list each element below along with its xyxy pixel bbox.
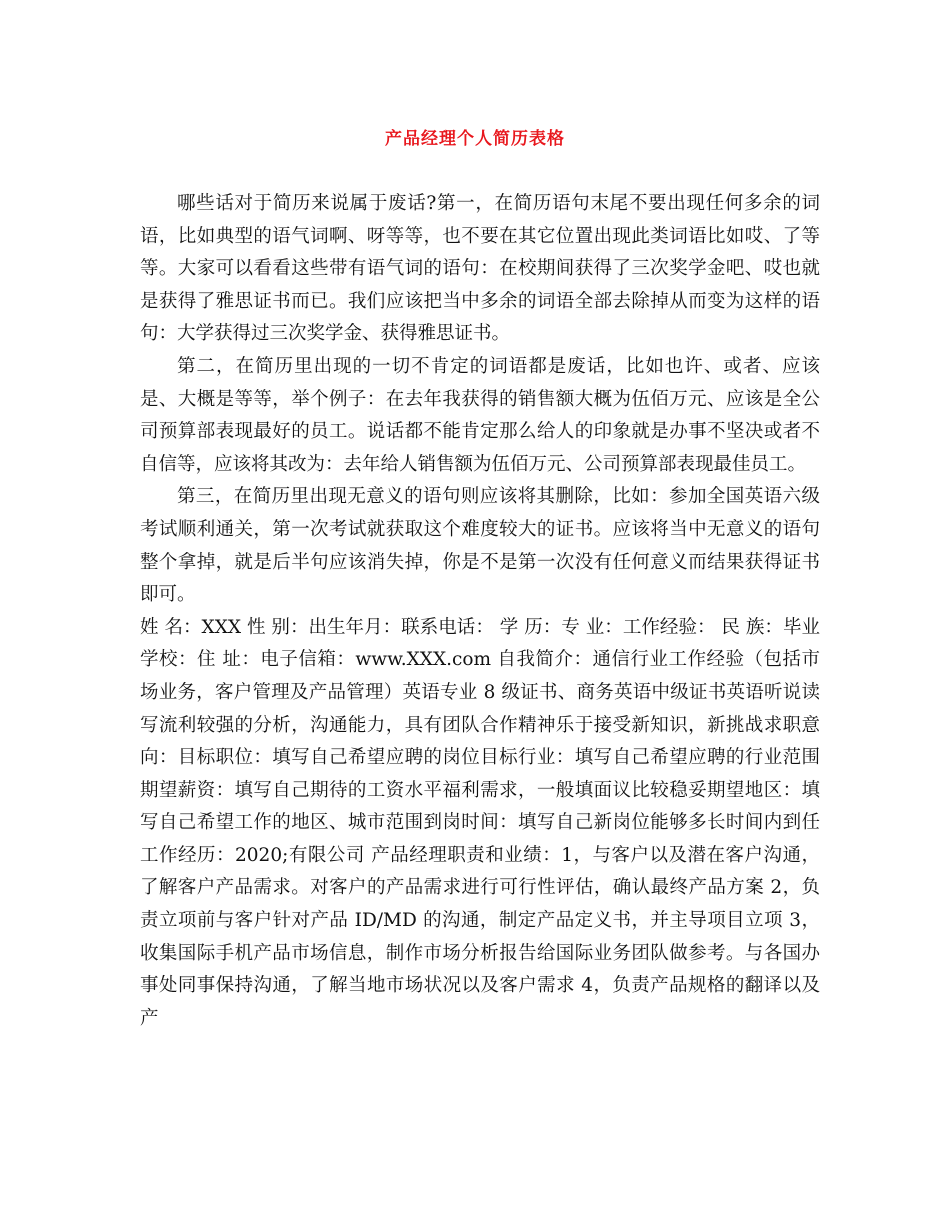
- paragraph-3: 第三，在简历里出现无意义的语句则应该将其删除，比如：参加全国英语六级考试顺利通关，第一次考试就获取这个难度较大的证书。应该将当中无意义的语句整个拿掉，就是后半句应该消失掉，你是不是第一次没有任何意义而结果获得证书即可。: [140, 486, 820, 606]
- document-body: [140, 188, 820, 1035]
- paragraph-1: 哪些话对于简历来说属于废话?第一，在简历语句末尾不要出现任何多余的词语，比如典型的语气词啊、呀等等，也不要在其它位置出现此类词语比如哎、了等等。大家可以看看这些带有语气词的语句：在校期间获得了三次奖学金吧、哎也就是获得了雅思证书而已。我们应该把当中多余的词语全部去除掉从而变为这样的语句：大学获得过三次奖学金、获得雅思证书。: [140, 193, 820, 345]
- paragraph-2: 第二，在简历里出现的一切不肯定的词语都是废话，比如也许、或者、应该是、大概是等等，举个例子：在去年我获得的销售额大概为伍佰万元、应该是全公司预算部表现最好的员工。说话都不能肯定那么给人的印象就是办事不坚决或者不自信等，应该将其改为：去年给人销售额为伍佰万元、公司预算部表现最佳员工。: [140, 355, 820, 475]
- resume-fields-text: 姓 名：XXX 性 别：出生年月：联系电话： 学 历：专 业：工作经验： 民 族：毕业学校：住 址：电子信箱：www.XXX.com 自我简介：通信行业工作经验（包括市场业务，客户管理及产品管理）英语专业 8 级证书、商务英语中级证书英语听说读写流利较强的分析，沟通能力，具有团队合作精神乐于接受新知识，新挑战求职意向：目标职位：填写自己希望应聘的岗位目标行业：填写自己希望应聘的行业范围期望薪资：填写自己期待的工资水平福利需求，一般填面议比较稳妥期望地区：填写自己希望工作的地区、城市范围到岗时间：填写自己新岗位能够多长时间内到任工作经历：2020;有限公司 产品经理职责和业绩：1，与客户以及潜在客户沟通，了解客户产品需求。对客户的产品需求进行可行性评估，确认最终产品方案 2，负责立项前与客户针对产品 ID/MD 的沟通，制定产品定义书，并主导项目立项 3，收集国际手机产品市场信息，制作市场分析报告给国际业务团队做参考。与各国办事处同事保持沟通，了解当地市场状况以及客户需求 4，负责产品规格的翻译以及产: [140, 616, 820, 1029]
- document-title: 产品经理个人简历表格: [385, 129, 565, 149]
